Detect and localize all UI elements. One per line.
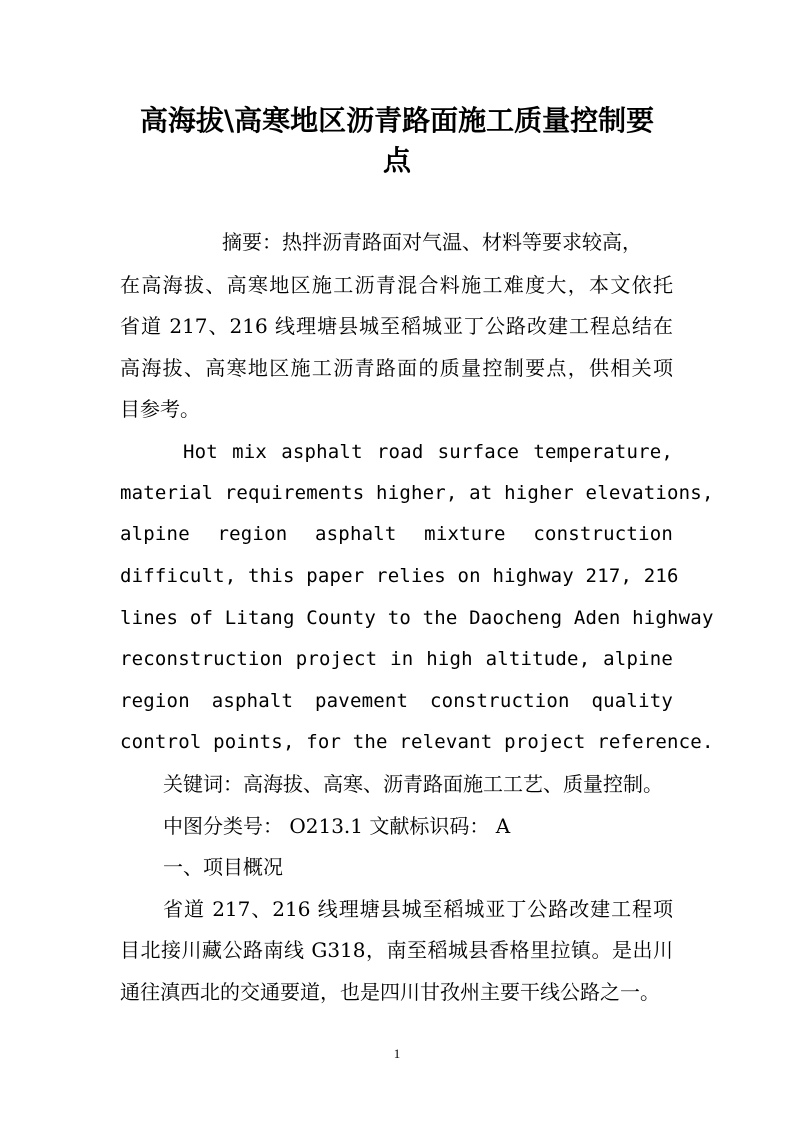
abstract-cn-line: 高海拔、高寒地区施工沥青路面的质量控制要点，供相关项	[120, 356, 673, 380]
body-line: 省道 217、216 线理塘县城至稻城亚丁公路改建工程项	[163, 897, 673, 921]
abstract-en-line: alpine region asphalt mixture construction	[120, 523, 673, 545]
section-heading: 一、项目概况	[163, 855, 283, 879]
abstract-cn-line: 在高海拔、高寒地区施工沥青混合料施工难度大，本文依托	[120, 273, 673, 297]
keywords: 关键词：高海拔、高寒、沥青路面施工工艺、质量控制。	[163, 772, 663, 796]
abstract-en-line: control points, for the relevant project reference.	[120, 731, 714, 753]
abstract-cn-line: 目参考。	[120, 397, 200, 421]
body-line: 通往滇西北的交通要道，也是四川甘孜州主要干线公路之一。	[120, 980, 660, 1004]
body-line: 目北接川藏公路南线 G318，南至稻城县香格里拉镇。是出川	[120, 938, 673, 962]
page-number: 1	[393, 1046, 401, 1061]
abstract-cn-line: 省道 217、216 线理塘县城至稻城亚丁公路改建工程总结在	[120, 314, 673, 338]
abstract-en-line: Hot mix asphalt road surface temperature,	[183, 441, 673, 463]
abstract-en-line: region asphalt pavement construction quality	[120, 690, 673, 712]
classification-code: 中图分类号： O213.1 文献标识码： A	[163, 814, 511, 838]
abstract-cn-line: 摘要：热拌沥青路面对气温、材料等要求较高，	[222, 230, 642, 254]
abstract-en-line: difficult, this paper relies on highway 217, 216	[120, 565, 679, 587]
abstract-en-line: lines of Litang County to the Daocheng Aden highway	[120, 607, 714, 629]
abstract-en-line: material requirements higher, at higher elevations,	[120, 482, 714, 504]
document-title-line-2: 点	[382, 144, 411, 177]
document-title-line-1: 高海拔\高寒地区沥青路面施工质量控制要	[139, 104, 655, 137]
abstract-en-line: reconstruction project in high altitude, alpine	[120, 648, 673, 670]
